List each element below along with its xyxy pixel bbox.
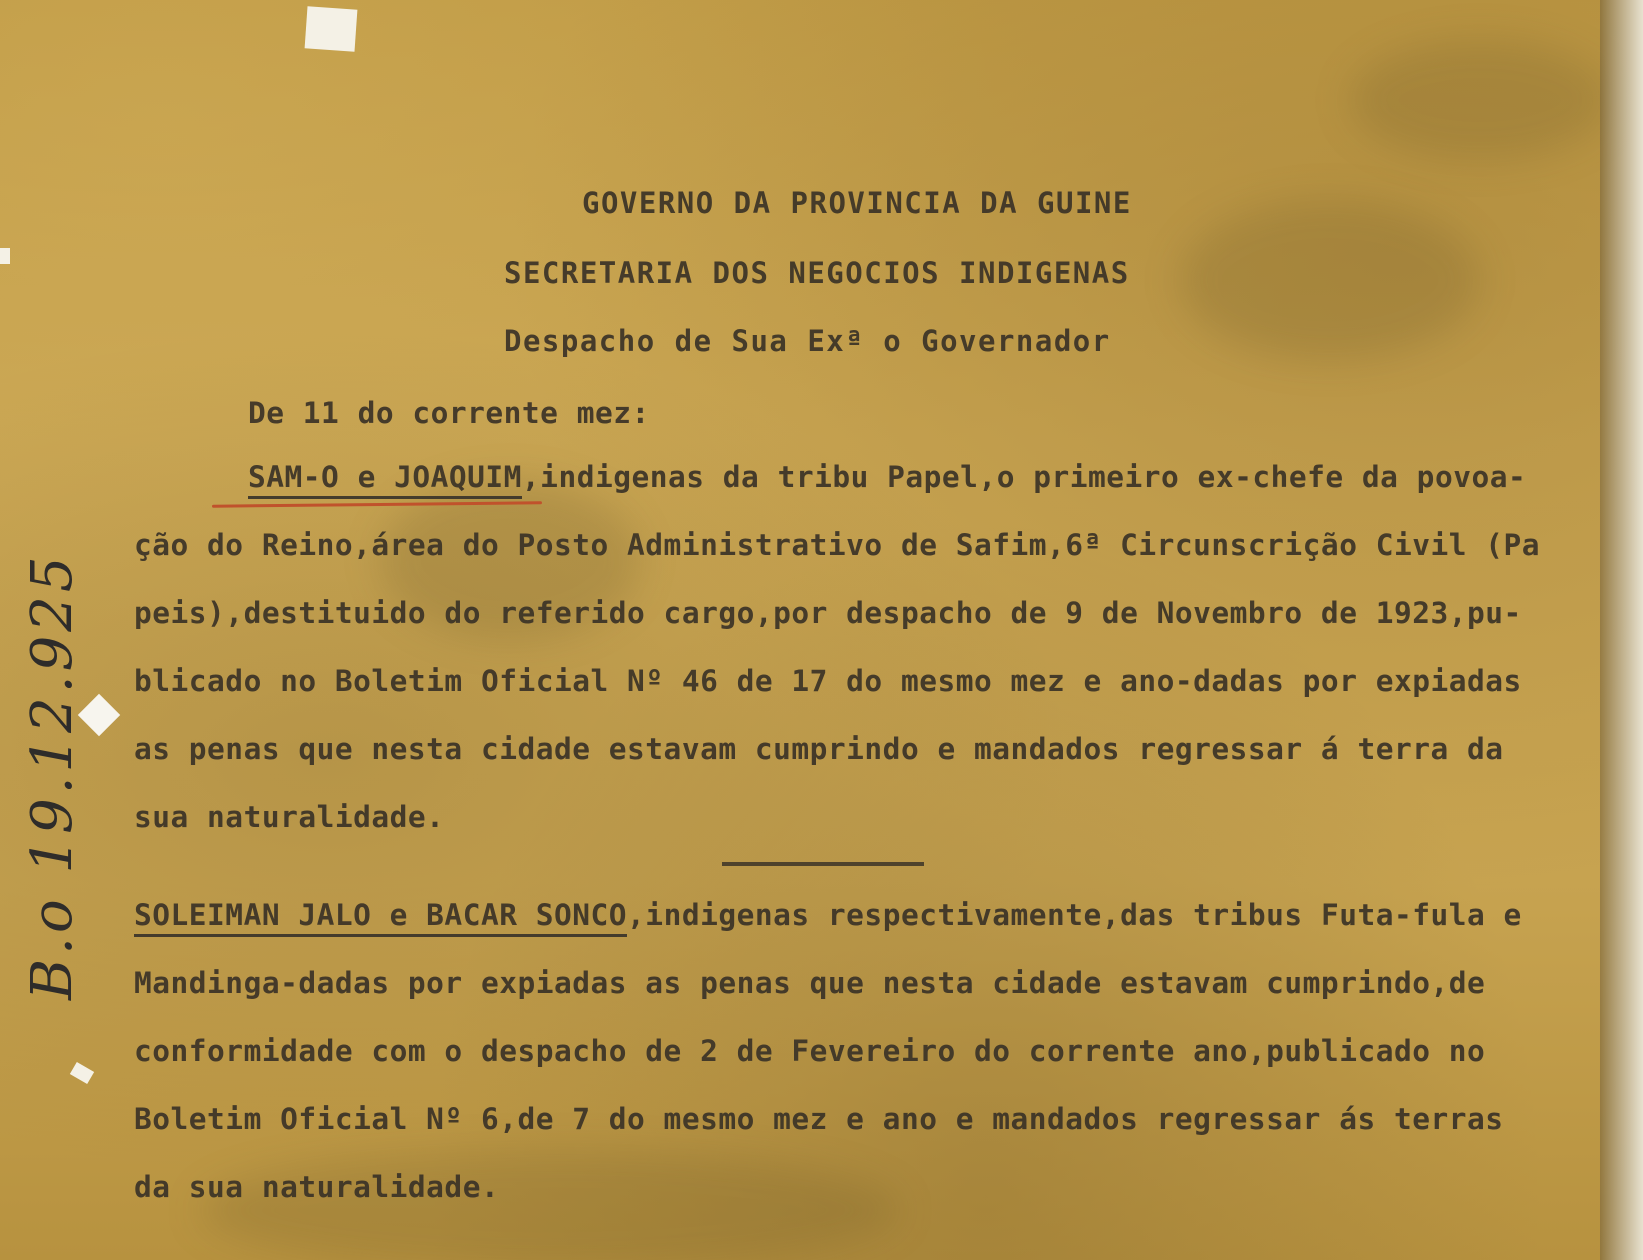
handwritten-margin-note: B.o 19.12.925 xyxy=(20,552,85,1000)
paragraph2-names: SOLEIMAN JALO e BACAR SONCO xyxy=(134,898,627,937)
paragraph1-line1 xyxy=(248,460,1526,494)
paragraph1-line6: sua naturalidade. xyxy=(134,800,445,834)
date-line: De 11 do corrente mez: xyxy=(248,396,650,430)
paragraph1-line5: as penas que nesta cidade estavam cumprindo e mandados regressar á terra da xyxy=(134,732,1504,766)
paragraph2-line4: Boletim Oficial Nº 6,de 7 do mesmo mez e ano e mandados regressar ás terras xyxy=(134,1102,1504,1136)
paper-stain xyxy=(1350,40,1610,160)
paragraph1-line1-text: ,indigenas da tribu Papel,o primeiro ex-chefe da povoa- xyxy=(521,460,1527,494)
paragraph1-line3: peis),destituido do referido cargo,por despacho de 9 de Novembro de 1923,pu- xyxy=(134,596,1522,630)
paragraph2-line5: da sua naturalidade. xyxy=(134,1170,500,1204)
paragraph1-line2: ção do Reino,área do Posto Administrativo de Safim,6ª Circunscrição Civil (Pa xyxy=(134,528,1541,562)
paper-stain xyxy=(1180,200,1480,360)
header-government: GOVERNO DA PROVINCIA DA GUINE xyxy=(582,186,1132,220)
paragraph2-line1-text: ,indigenas respectivamente,das tribus Futa-fula e xyxy=(627,898,1522,932)
header-secretariat: SECRETARIA DOS NEGOCIOS INDIGENAS xyxy=(504,256,1130,290)
torn-edge xyxy=(70,1062,94,1084)
right-edge-shadow xyxy=(1600,0,1643,1260)
section-divider xyxy=(722,862,924,866)
paragraph2-line2: Mandinga-dadas por expiadas as penas que nesta cidade estavam cumprindo,de xyxy=(134,966,1486,1000)
paragraph2-line3: conformidade com o despacho de 2 de Fevereiro do corrente ano,publicado no xyxy=(134,1034,1486,1068)
torn-corner xyxy=(305,6,358,51)
paragraph1-line4: blicado no Boletim Oficial Nº 46 de 17 do mesmo mez e ano-dadas por expiadas xyxy=(134,664,1522,698)
torn-edge xyxy=(0,248,10,264)
paragraph1-names: SAM-O e JOAQUIM xyxy=(248,460,522,499)
paper-stain xyxy=(200,1150,900,1260)
header-dispatch: Despacho de Sua Exª o Governador xyxy=(504,324,1111,358)
paragraph2-line1 xyxy=(134,898,1522,932)
